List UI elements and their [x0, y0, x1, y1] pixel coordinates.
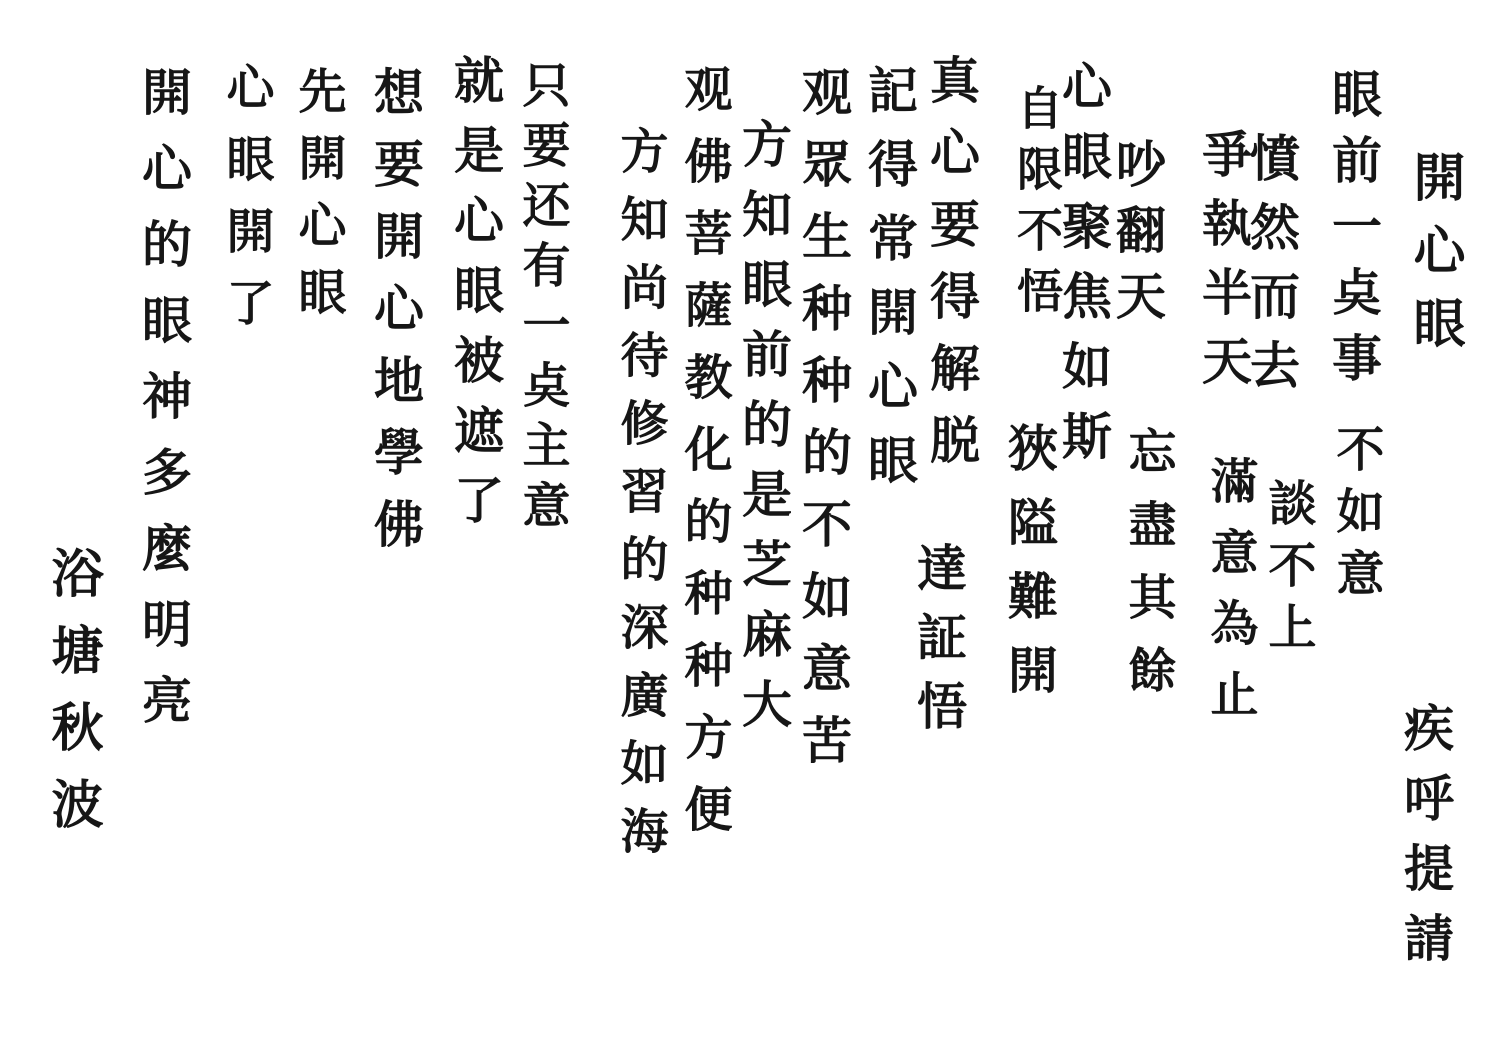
poem-column-5: 心眼聚焦如斯 [1054, 60, 1113, 480]
poem-column-2-segment-1: 憤然而去 [1242, 132, 1301, 408]
poem-column-4-segment-1: 吵翻天 [1108, 138, 1167, 336]
poem-column-8: 記得常開心眼 [860, 64, 919, 508]
poem-title: 開心眼 [1404, 150, 1465, 369]
poem-column-2-segment-2: 談不上 [1260, 478, 1316, 664]
poem-column-13: 只要还有一奌主意 [514, 60, 570, 540]
signature: 浴塘秋波 [42, 546, 103, 854]
poem-column-17: 心眼開了 [218, 62, 274, 350]
poem-column-6-segment-1: 自限不悟 [1010, 84, 1064, 328]
poem-column-11: 观佛菩薩教化的种种方便 [676, 64, 732, 856]
poem-column-1-segment-2: 不如意 [1328, 424, 1384, 610]
poem-column-4-segment-2: 忘盡其餘 [1120, 426, 1176, 718]
poem-column-18: 開心的眼神多麼明亮 [134, 66, 193, 750]
poem-column-1-segment-1: 眼前一奌事 [1324, 68, 1383, 398]
poem-column-6-segment-2: 狹隘難開 [1000, 422, 1059, 718]
poem-column-7-segment-2: 達証悟 [909, 542, 968, 749]
poem-column-15: 想要開心地學佛 [366, 66, 425, 570]
author-annotation: 疾呼提請 [1396, 702, 1455, 982]
poem-column-12: 方知尚待修習的深廣如海 [612, 126, 668, 874]
poem-column-3-segment-2: 滿意為止 [1202, 456, 1258, 740]
poem-column-3-segment-1: 爭執半天 [1194, 128, 1253, 404]
poem-column-14: 就是心眼被遮了 [446, 54, 505, 544]
poem-column-9: 观眾生种种的不如意苦 [794, 66, 853, 786]
poem-column-16: 先開心眼 [290, 66, 346, 334]
poem-column-10: 方知眼前的是芝麻大 [734, 118, 793, 748]
poem-column-7-segment-1: 真心要得解脱 [922, 54, 981, 486]
